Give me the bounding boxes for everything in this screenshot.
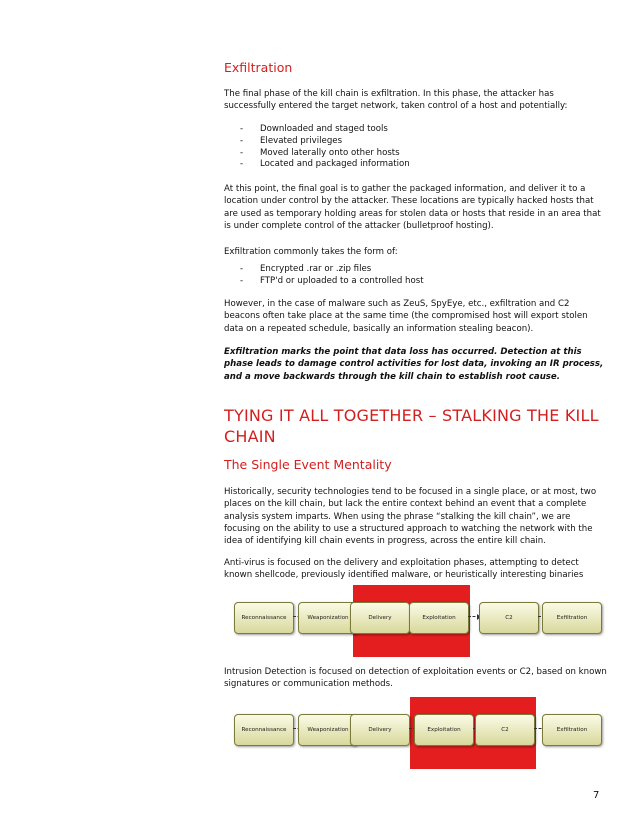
stage-exfiltration: Exfiltration bbox=[542, 602, 602, 634]
list-item: - FTP'd or uploaded to a controlled host bbox=[240, 276, 424, 288]
single-event-paragraph: Historically, security technologies tend to be focused in a single place, or at most, two places on the kill chain, but lack the entire context behind an event that a complete analysis system imparts. When using the phrase “stalking the kill chain”, we are focusing on the ability to use a structured approach to watching the network with the idea of identifying kill chain events in progress, across the entire kill chain. bbox=[224, 487, 597, 547]
stage-reconnaissance: Reconnaissance bbox=[234, 714, 294, 746]
exfiltration-forms-intro: Exfiltration commonly takes the form of: bbox=[224, 247, 398, 257]
exfiltration-heading: Exfiltration bbox=[224, 60, 293, 75]
anti-virus-paragraph: Anti-virus is focused on the delivery and exploitation phases, attempting to detect known shellcode, previously identified malware, or heuristically interesting binaries bbox=[224, 558, 584, 581]
stage-c2: C2 bbox=[479, 602, 539, 634]
list-item: - Moved laterally onto other hosts bbox=[240, 148, 410, 160]
single-event-heading: The Single Event Mentality bbox=[224, 457, 392, 472]
stage-weaponization: Weaponization bbox=[298, 714, 358, 746]
malware-paragraph: However, in the case of malware such as ZeuS, SpyEye, etc., exfiltration and C2 beacons often take place at the same time (the compromised host will export stolen data on a repeated schedule, basically an information stealing beacon). bbox=[224, 299, 588, 334]
page-number: 7 bbox=[593, 790, 600, 801]
stage-exploitation: Exploitation bbox=[409, 602, 469, 634]
list-item: - Elevated privileges bbox=[240, 136, 410, 148]
stage-weaponization: Weaponization bbox=[298, 602, 358, 634]
stage-delivery: Delivery bbox=[350, 602, 410, 634]
kill-chain-diagram-antivirus bbox=[224, 585, 608, 657]
stage-exfiltration: Exfiltration bbox=[542, 714, 602, 746]
exfiltration-forms-list bbox=[240, 264, 424, 288]
list-item: - Downloaded and staged tools bbox=[240, 124, 410, 136]
exfiltration-intro: The final phase of the kill chain is exfiltration. In this phase, the attacker has successfully entered the target network, taken control of a host and potentially: bbox=[224, 89, 568, 112]
exfiltration-goal-paragraph: At this point, the final goal is to gather the packaged information, and deliver it to a location under control by the attacker. These locations are typically hacked hosts that are used as temporary holding areas for stolen data or hosts that reside in an area that is under complete control of the attacker (bulletproof hosting). bbox=[224, 184, 601, 231]
ids-paragraph: Intrusion Detection is focused on detection of exploitation events or C2, based on known signatures or communication methods. bbox=[224, 667, 607, 690]
list-item: - Located and packaged information bbox=[240, 159, 410, 171]
stage-reconnaissance: Reconnaissance bbox=[234, 602, 294, 634]
stage-delivery: Delivery bbox=[350, 714, 410, 746]
stage-exploitation: Exploitation bbox=[414, 714, 474, 746]
section-title: TYING IT ALL TOGETHER – STALKING THE KILL CHAIN bbox=[224, 406, 599, 446]
stage-c2: C2 bbox=[475, 714, 535, 746]
list-item: - Encrypted .rar or .zip files bbox=[240, 264, 424, 276]
exfiltration-emphasis: Exfiltration marks the point that data loss has occurred. Detection at this phase leads to damage control activities for lost data, invoking an IR process, and a move backwards through the kill chain to establish root cause. bbox=[224, 347, 604, 382]
staged-actions-list bbox=[240, 124, 410, 171]
kill-chain-diagram-ids bbox=[224, 697, 608, 769]
